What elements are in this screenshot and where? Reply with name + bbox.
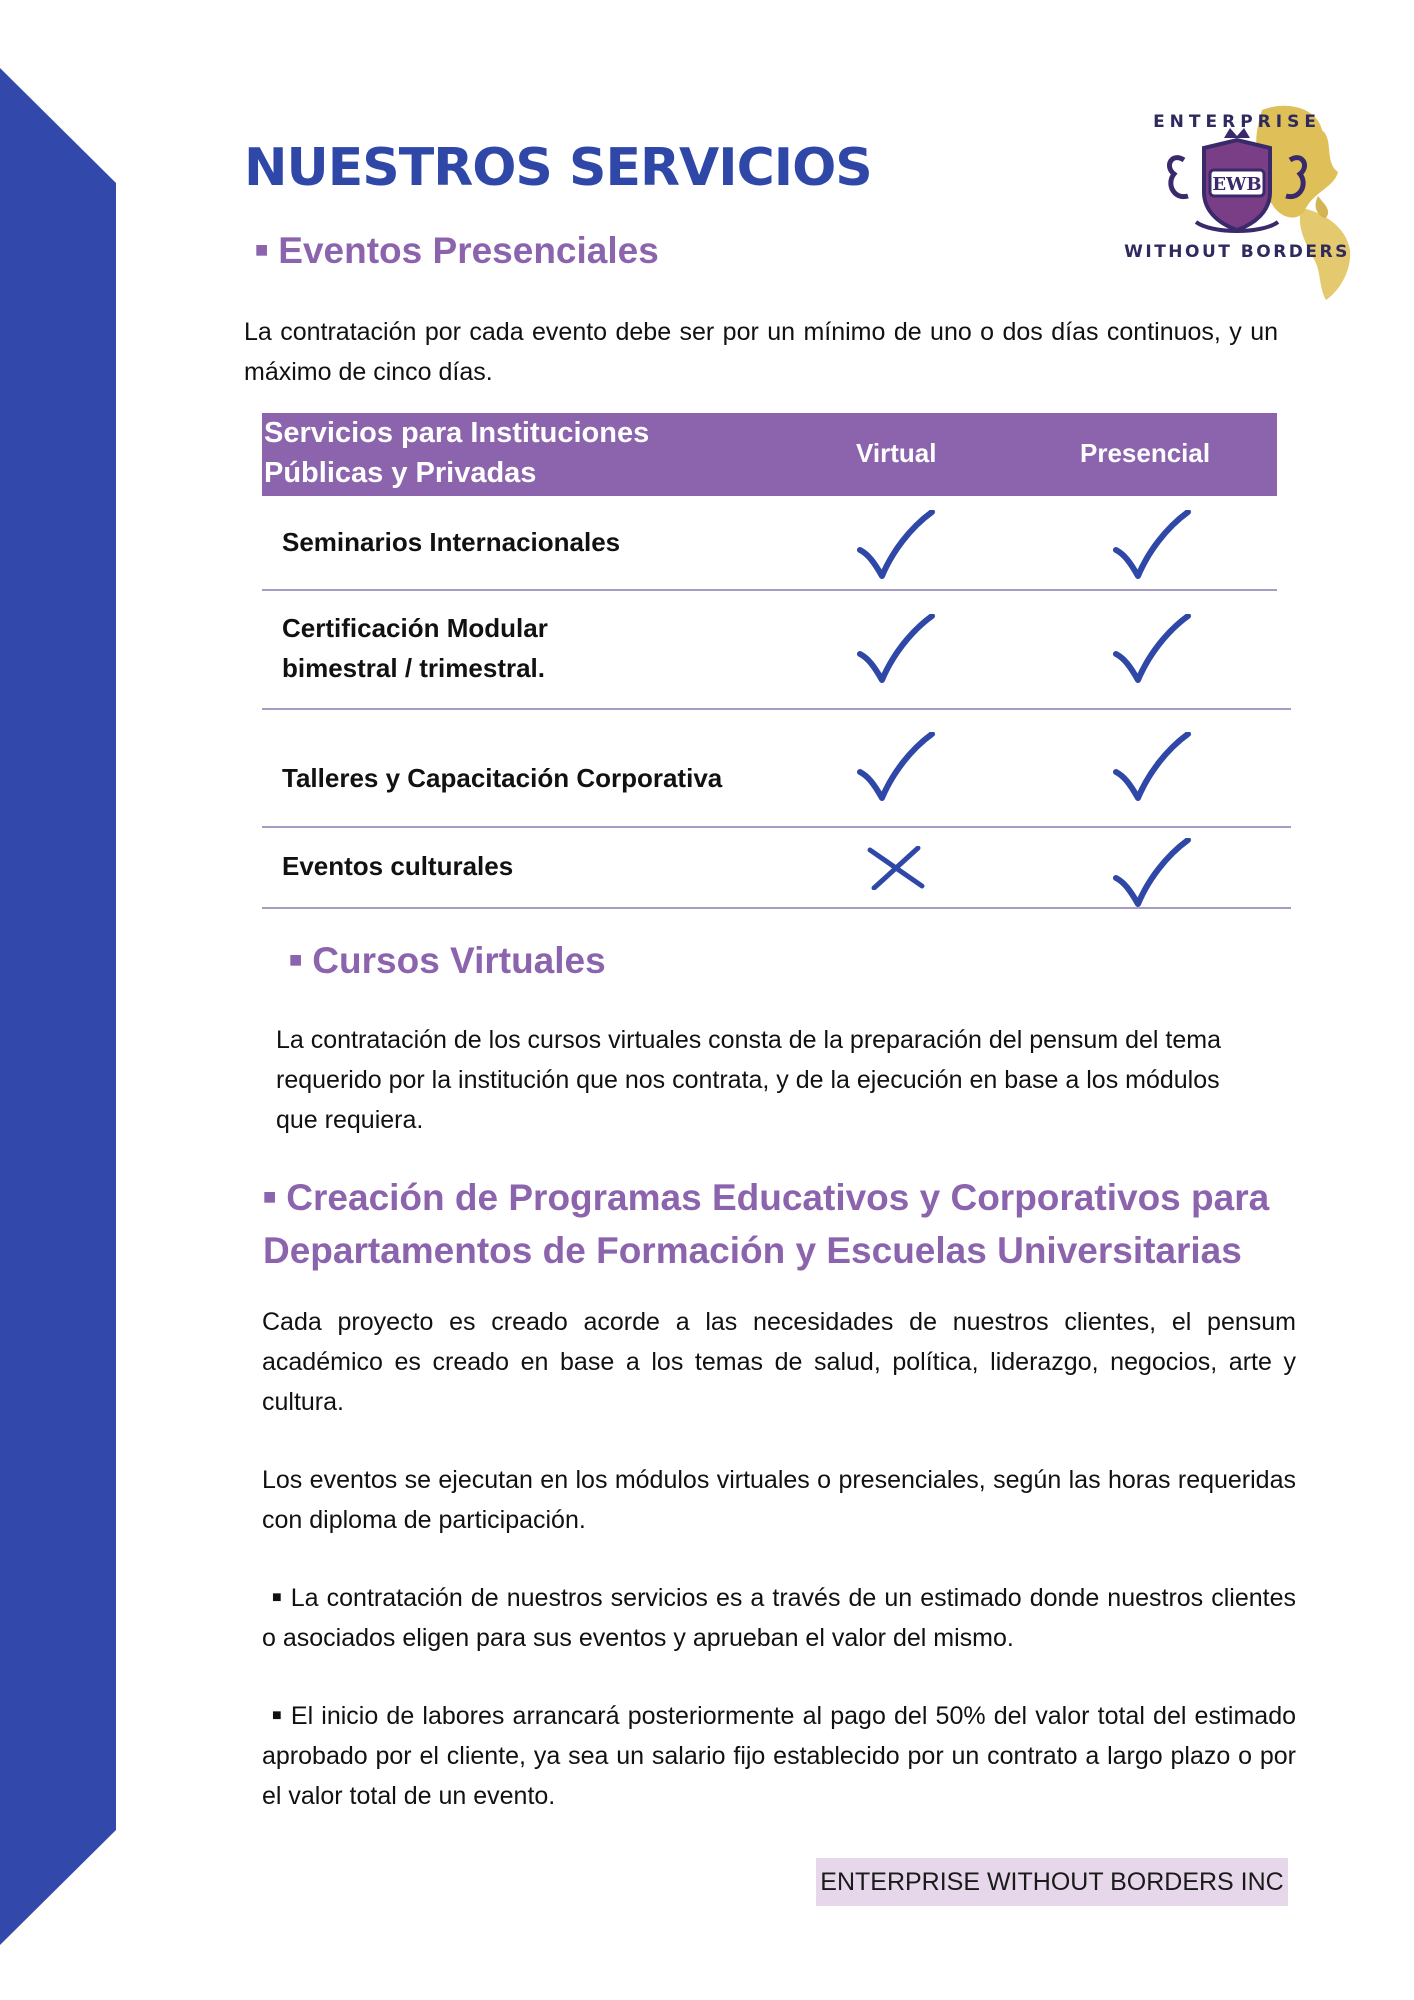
table-row-label-line2: bimestral / trimestral. [282,653,545,683]
table-row-divider [262,589,1277,591]
bullet-contratacion-estimado [262,1578,1296,1658]
table-row-divider [262,708,1291,710]
table-header-presencial: Presencial [1080,438,1211,468]
table-header-label-line1: Servicios para Instituciones [264,417,650,449]
heading-text: Eventos Presenciales [278,230,659,271]
paragraph-cursos [276,1020,1326,1140]
paragraph-eventos-modulos: Los eventos se ejecutan en los módulos virtuales o presenciales, según las horas requeridas con diploma de participación. [262,1466,1296,1534]
check-icon [1112,732,1192,804]
check-icon [856,732,936,804]
bullet-text: La contratación de nuestros servicios es a través de un estimado donde nuestros clientes o asociados eligen para sus eventos y aprueban el valor del mismo. [262,1584,1296,1652]
page-title: NUESTROS SERVICIOS [244,138,872,198]
logo-bottom-text: WITHOUT BORDERS [1124,242,1350,262]
footer-company-name: ENTERPRISE WITHOUT BORDERS INC [816,1858,1288,1906]
paragraph-line: La contratación de los cursos virtuales consta de la preparación del pensum del tema [276,1026,1221,1054]
heading-text-line2: Departamentos de Formación y Escuelas Universitarias [263,1230,1242,1271]
company-logo [1112,100,1372,310]
section-heading-eventos [255,230,659,272]
table-header-label [264,413,684,493]
table-row-label-line1: Certificación Modular [282,613,548,643]
square-bullet-icon: ■ [263,1184,277,1209]
check-icon [1112,838,1192,910]
paragraph-line: que requiera. [276,1106,424,1134]
table-row-divider [262,826,1291,828]
square-bullet-icon: ■ [272,1707,283,1724]
cross-icon [866,846,926,890]
heading-text-line1: Creación de Programas Educativos y Corporativos para [286,1177,1270,1218]
section-heading-cursos [289,940,606,982]
table-row-label: Eventos culturales [282,851,514,881]
logo-monogram: EWB [1212,174,1262,195]
heading-text: Cursos Virtuales [312,940,606,981]
table-header-virtual: Virtual [856,438,937,468]
square-bullet-icon: ■ [272,1589,283,1606]
check-icon [856,614,936,686]
paragraph-contratacion: La contratación por cada evento debe ser por un mínimo de uno o dos días continuos, y un máximo de cinco días. [244,318,1278,386]
table-row-label: Seminarios Internacionales [282,527,621,557]
paragraph-cada-proyecto: Cada proyecto es creado acorde a las necesidades de nuestros clientes, el pensum académico es creado en base a los temas de salud, política, liderazgo, negocios, arte y cultura. [262,1308,1296,1416]
table-row-label: Talleres y Capacitación Corporativa [282,763,723,793]
square-bullet-icon: ■ [255,237,269,262]
square-bullet-icon: ■ [289,947,303,972]
logo-top-text: ENTERPRISE [1153,112,1321,132]
bullet-inicio-labores [262,1696,1296,1816]
check-icon [1112,614,1192,686]
paragraph-line: requerido por la institución que nos contrata, y de la ejecución en base a los módulos [276,1066,1220,1094]
check-icon [1112,510,1192,582]
table-row-label [282,608,548,688]
section-heading-creacion [263,1170,1323,1277]
services-table-header [262,413,1277,496]
check-icon [856,510,936,582]
bullet-text: El inicio de labores arrancará posteriormente al pago del 50% del valor total del estimado aprobado por el cliente, ya sea un salario fijo establecido por un contrato a largo plazo o por el valor total de un evento. [262,1702,1297,1810]
table-header-label-line2: Públicas y Privadas [264,457,537,489]
